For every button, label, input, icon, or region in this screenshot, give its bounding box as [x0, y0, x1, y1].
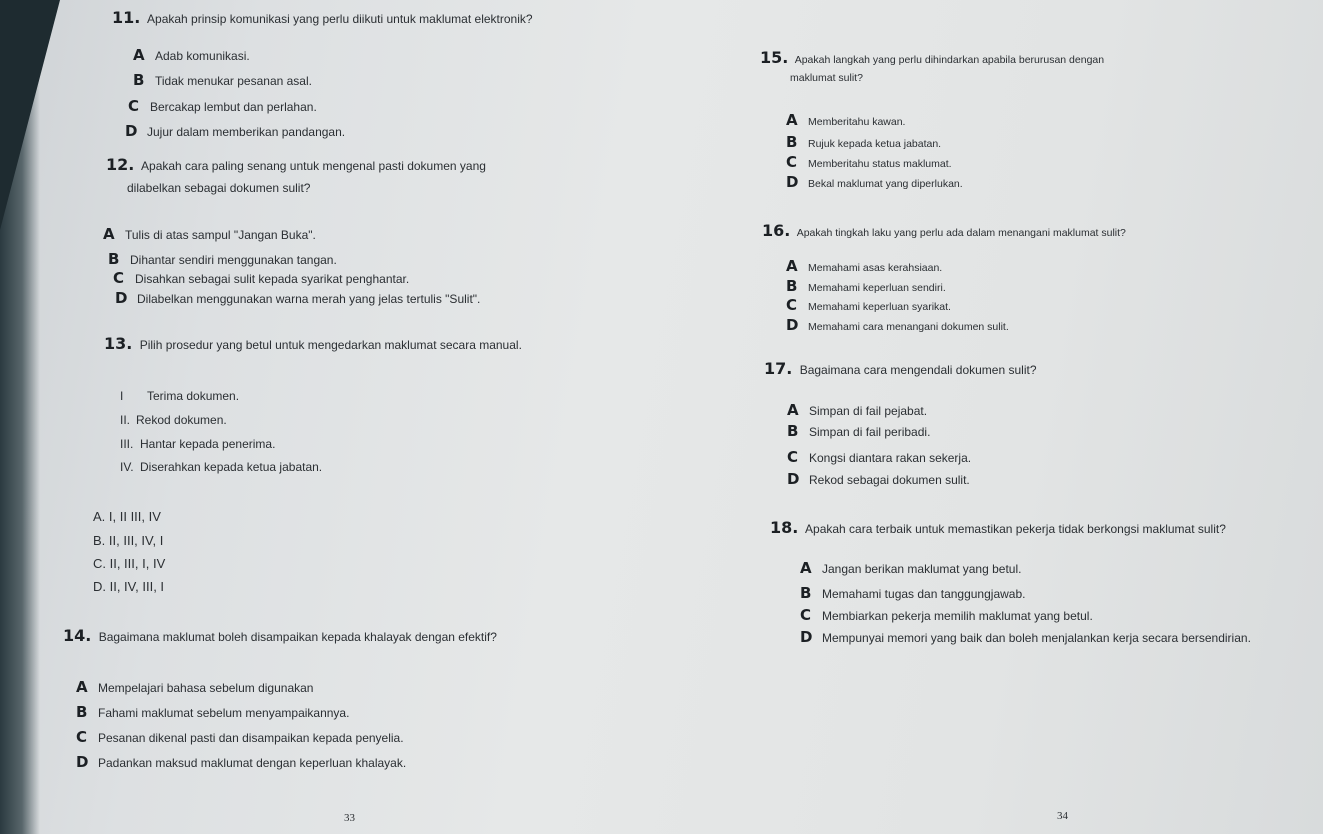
question-number: 12.	[106, 155, 135, 174]
option-c[interactable]	[76, 730, 404, 746]
option-letter: C	[786, 153, 798, 171]
option-letter: C	[787, 448, 799, 466]
question-12-line2: dilabelkan sebagai dokumen sulit?	[127, 181, 311, 195]
question-15	[760, 50, 1104, 68]
option-letter: D	[76, 753, 89, 771]
question-12	[106, 157, 486, 174]
step-2	[120, 413, 227, 428]
option-d[interactable]	[76, 755, 406, 771]
question-number: 16.	[762, 221, 791, 240]
option-text: Mempunyai memori yang baik dan boleh menjalankan kerja secara bersendirian.	[822, 631, 1251, 645]
option-text: Jujur dalam memberikan pandangan.	[147, 125, 346, 139]
question-13	[104, 336, 522, 353]
option-text: Dilabelkan menggunakan warna merah yang jelas tertulis "Sulit".	[137, 292, 481, 306]
option-letter: A	[786, 257, 798, 275]
option-letter: D	[115, 289, 128, 307]
option-text: Mempelajari bahasa sebelum digunakan	[98, 681, 314, 695]
option-text: Padankan maksud maklumat dengan keperluan khalayak.	[98, 756, 407, 770]
question-15-line2: maklumat sulit?	[790, 72, 863, 84]
option-a[interactable]	[133, 48, 250, 64]
option-a[interactable]	[76, 680, 313, 696]
step-1	[120, 389, 239, 404]
option-c[interactable]	[128, 99, 317, 115]
option-text: Tulis di atas sampul "Jangan Buka".	[125, 228, 316, 242]
option-c[interactable]	[786, 298, 951, 315]
option-b[interactable]	[786, 279, 946, 296]
option-letter: B	[786, 133, 798, 151]
option-d[interactable]	[786, 175, 963, 192]
option-a[interactable]	[786, 113, 905, 130]
question-number: 15.	[760, 48, 789, 67]
question-14	[63, 628, 497, 645]
option-c[interactable]: C. II, III, I, IV	[93, 556, 166, 571]
option-b[interactable]	[108, 252, 337, 268]
question-number: 11.	[112, 8, 141, 27]
option-c[interactable]	[113, 271, 409, 287]
option-letter: C	[786, 296, 798, 314]
option-d[interactable]	[787, 472, 970, 488]
option-text: Rujuk kepada ketua jabatan.	[808, 138, 942, 150]
question-number: 13.	[104, 334, 133, 353]
option-letter: B	[787, 422, 799, 440]
question-text: Bagaimana maklumat boleh disampaikan kepada khalayak dengan efektif?	[98, 630, 497, 644]
option-a[interactable]	[786, 259, 942, 276]
dark-corner	[0, 0, 60, 230]
option-letter: A	[76, 678, 88, 696]
question-text: Apakah tingkah laku yang perlu ada dalam menangani maklumat sulit?	[796, 227, 1126, 239]
option-letter: A	[800, 559, 812, 577]
step-text: Diserahkan kepada ketua jabatan.	[140, 460, 323, 474]
option-a[interactable]	[787, 403, 927, 419]
question-text-line1: Apakah langkah yang perlu dihindarkan apabila berurusan dengan	[794, 54, 1105, 66]
roman-numeral: III.	[120, 437, 134, 451]
option-c[interactable]	[787, 450, 971, 466]
option-letter: B	[133, 71, 145, 89]
option-letter: A	[786, 111, 798, 129]
step-text: Rekod dokumen.	[136, 413, 227, 427]
option-letter: C	[800, 606, 812, 624]
option-letter: D	[800, 628, 813, 646]
option-a[interactable]	[103, 227, 316, 243]
page-number-right: 34	[1057, 810, 1068, 822]
option-letter: B	[786, 277, 798, 295]
option-text: Rekod sebagai dokumen sulit.	[809, 473, 970, 487]
option-text: Bekal maklumat yang diperlukan.	[808, 178, 963, 190]
option-text: Jangan berikan maklumat yang betul.	[822, 562, 1022, 576]
option-a[interactable]: A. I, II III, IV	[93, 509, 161, 524]
question-text: Pilih prosedur yang betul untuk mengedarkan maklumat secara manual.	[139, 338, 522, 352]
question-number: 18.	[770, 518, 799, 537]
option-b[interactable]	[76, 705, 349, 721]
option-letter: C	[113, 269, 125, 287]
option-c[interactable]	[800, 608, 1093, 624]
option-letter: A	[787, 401, 799, 419]
option-d[interactable]	[786, 318, 1009, 335]
option-a[interactable]	[800, 561, 1021, 577]
option-letter: D	[787, 470, 800, 488]
option-text: Pesanan dikenal pasti dan disampaikan kepada penyelia.	[98, 731, 404, 745]
roman-numeral: I	[120, 389, 124, 403]
option-text: Disahkan sebagai sulit kepada syarikat penghantar.	[135, 272, 410, 286]
question-text-line1: Apakah cara paling senang untuk mengenal pasti dokumen yang	[141, 159, 486, 173]
option-text: Memahami keperluan syarikat.	[808, 301, 951, 313]
question-11	[112, 10, 533, 27]
roman-numeral: II.	[120, 413, 131, 427]
option-letter: D	[125, 122, 138, 140]
question-number: 17.	[764, 359, 793, 378]
option-letter: C	[128, 97, 140, 115]
step-3	[120, 437, 275, 452]
option-b[interactable]	[133, 73, 312, 89]
option-c[interactable]	[786, 155, 952, 172]
option-letter: D	[786, 316, 799, 334]
step-text: Terima dokumen.	[147, 389, 240, 403]
option-letter: C	[76, 728, 88, 746]
option-b[interactable]	[800, 586, 1025, 602]
question-18	[770, 520, 1226, 537]
option-text: Memberitahu kawan.	[808, 116, 906, 128]
question-text: Apakah cara terbaik untuk memastikan pekerja tidak berkongsi maklumat sulit?	[805, 522, 1226, 536]
option-text: Memahami keperluan sendiri.	[808, 282, 946, 294]
roman-numeral: IV.	[120, 460, 134, 474]
option-text: Tidak menukar pesanan asal.	[155, 74, 312, 88]
option-text: Kongsi diantara rakan sekerja.	[809, 451, 972, 465]
question-text: Apakah prinsip komunikasi yang perlu diikuti untuk maklumat elektronik?	[147, 12, 533, 26]
option-b[interactable]: B. II, III, IV, I	[93, 533, 164, 548]
step-4	[120, 460, 322, 475]
option-letter: A	[133, 46, 145, 64]
question-text: Bagaimana cara mengendali dokumen sulit?	[799, 363, 1037, 377]
option-text: Membiarkan pekerja memilih maklumat yang betul.	[822, 609, 1093, 623]
option-letter: A	[103, 225, 115, 243]
question-16	[762, 223, 1126, 241]
option-d[interactable]	[800, 630, 1251, 646]
option-d[interactable]: D. II, IV, III, I	[93, 579, 165, 594]
option-text: Memahami asas kerahsiaan.	[808, 262, 943, 274]
question-17	[764, 361, 1037, 378]
option-text: Dihantar sendiri menggunakan tangan.	[130, 253, 337, 267]
question-number: 14.	[63, 626, 92, 645]
option-text: Simpan di fail pejabat.	[809, 404, 928, 418]
option-text: Memahami tugas dan tanggungjawab.	[822, 587, 1026, 601]
option-text: Memberitahu status maklumat.	[808, 158, 952, 170]
option-b[interactable]	[786, 135, 941, 152]
option-letter: B	[108, 250, 120, 268]
option-letter: D	[786, 173, 799, 191]
option-letter: B	[800, 584, 812, 602]
option-text: Memahami cara menangani dokumen sulit.	[808, 321, 1009, 333]
option-text: Bercakap lembut dan perlahan.	[150, 100, 317, 114]
option-b[interactable]	[787, 424, 930, 440]
option-text: Fahami maklumat sebelum menyampaikannya.	[98, 706, 350, 720]
option-letter: B	[76, 703, 88, 721]
option-text: Adab komunikasi.	[155, 49, 250, 63]
option-d[interactable]	[125, 124, 345, 140]
option-text: Simpan di fail peribadi.	[809, 425, 931, 439]
option-d[interactable]	[115, 291, 480, 307]
page-number-left: 33	[344, 812, 355, 824]
step-text: Hantar kepada penerima.	[140, 437, 276, 451]
